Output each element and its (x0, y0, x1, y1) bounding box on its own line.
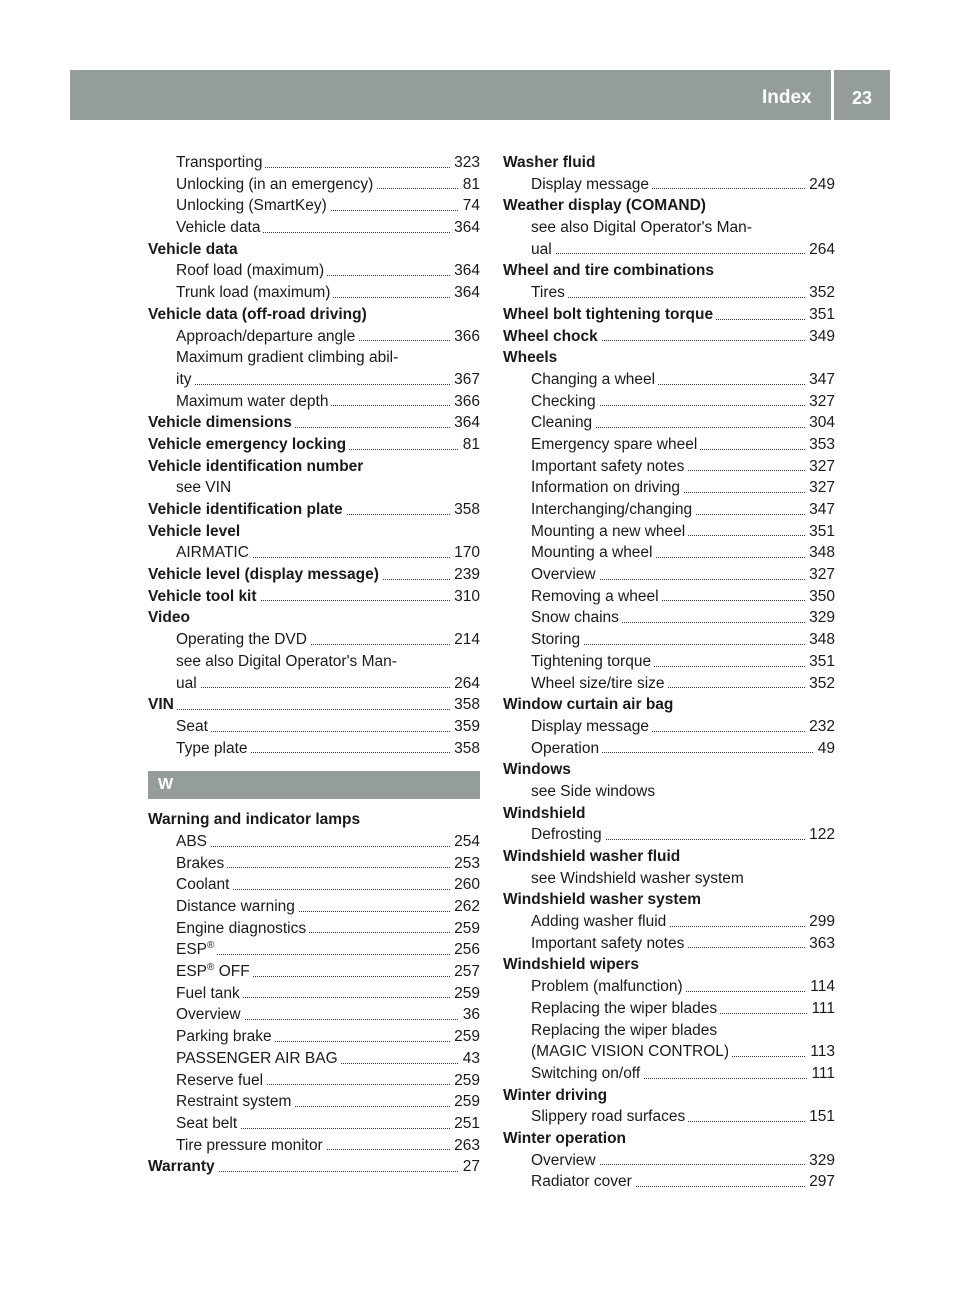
index-entry (503, 1128, 835, 1150)
page-reference[interactable]: 327 (805, 391, 835, 413)
entry-label: Information on driving (531, 479, 683, 496)
page-reference[interactable]: 299 (805, 911, 835, 933)
entry-label-text: ESP (176, 941, 208, 959)
page-reference[interactable]: 74 (459, 195, 480, 217)
index-subentry[interactable] (148, 918, 480, 940)
entry-label: Unlocking (in an emergency) (176, 176, 376, 193)
page-reference[interactable]: 329 (805, 1150, 835, 1172)
index-subentry[interactable] (503, 607, 835, 629)
page-reference[interactable]: 366 (450, 391, 480, 413)
entry-label: Windshield washer system (503, 891, 704, 908)
page-reference[interactable]: 367 (450, 369, 480, 391)
entry-label: Slippery road surfaces (531, 1108, 688, 1125)
entry-label: Maximum gradient climbing abil- (176, 349, 401, 366)
entry-label: Winter operation (503, 1130, 629, 1147)
index-subentry[interactable] (148, 1113, 480, 1135)
index-entry (503, 803, 835, 825)
entry-label: Vehicle dimensions (148, 414, 295, 431)
index-subentry[interactable] (148, 217, 480, 239)
index-subentry[interactable] (503, 174, 835, 196)
entry-label: Vehicle identification plate (148, 501, 346, 518)
entry-label: Important safety notes (531, 458, 687, 475)
entry-label: Display message (531, 176, 652, 193)
index-entry[interactable] (148, 564, 480, 586)
page-reference[interactable]: 347 (805, 499, 835, 521)
entry-label: Emergency spare wheel (531, 436, 700, 453)
index-subentry[interactable] (148, 195, 480, 217)
entry-label: Tightening torque (531, 653, 654, 670)
index-entry (503, 954, 835, 976)
entry-label: ual (531, 241, 555, 258)
entry-label: see VIN (176, 479, 234, 496)
entry-label: Vehicle data (148, 241, 241, 258)
entry-label: see Side windows (531, 783, 658, 800)
index-entry (148, 607, 480, 629)
page-reference[interactable]: 259 (450, 1091, 480, 1113)
index-subentry[interactable] (148, 1004, 480, 1026)
index-subentry[interactable] (148, 673, 480, 695)
entry-label: ual (176, 675, 200, 692)
entry-label: Trunk load (maximum) (176, 284, 333, 301)
index-entry[interactable] (148, 499, 480, 521)
entry-label: PASSENGER AIR BAG (176, 1050, 341, 1067)
page-reference[interactable]: 49 (814, 738, 835, 760)
entry-label: Washer fluid (503, 154, 598, 171)
page-reference[interactable]: 122 (805, 824, 835, 846)
page-reference[interactable]: 259 (450, 983, 480, 1005)
page-reference[interactable]: 111 (807, 1063, 835, 1085)
page-reference[interactable]: 264 (450, 673, 480, 695)
index-subentry[interactable] (503, 1171, 835, 1193)
entry-label: Window curtain air bag (503, 696, 676, 713)
entry-label: Reserve fuel (176, 1072, 266, 1089)
page-reference[interactable]: 260 (450, 874, 480, 896)
registered-mark: ® (207, 961, 215, 973)
entry-label: Removing a wheel (531, 588, 662, 605)
entry-label: (MAGIC VISION CONTROL) (531, 1043, 732, 1060)
page-reference[interactable]: 327 (805, 456, 835, 478)
page-reference[interactable]: 349 (805, 326, 835, 348)
page-reference[interactable]: 351 (805, 651, 835, 673)
page-reference[interactable]: 262 (450, 896, 480, 918)
index-entry (503, 694, 835, 716)
entry-label: Replacing the wiper blades (531, 1022, 720, 1039)
entry-label: Replacing the wiper blades (531, 1000, 720, 1017)
entry-label: ABS (176, 833, 210, 850)
entry-label: Mounting a new wheel (531, 523, 688, 540)
entry-label: AIRMATIC (176, 544, 252, 561)
entry-label: Transporting (176, 154, 265, 171)
index-subentry[interactable] (503, 586, 835, 608)
index-subentry[interactable] (148, 939, 480, 961)
index-subentry[interactable] (503, 651, 835, 673)
entry-label: Wheel size/tire size (531, 675, 668, 692)
page-reference[interactable]: 111 (807, 998, 835, 1020)
page-reference[interactable]: 170 (450, 542, 480, 564)
page-reference[interactable]: 304 (805, 412, 835, 434)
page-reference[interactable]: 353 (805, 434, 835, 456)
entry-label: Windshield wipers (503, 956, 642, 973)
entry-label: see also Digital Operator's Man- (531, 219, 755, 236)
entry-label: Changing a wheel (531, 371, 658, 388)
index-subentry[interactable] (503, 738, 835, 760)
entry-label: Tire pressure monitor (176, 1137, 326, 1154)
entry-label: Switching on/off (531, 1065, 643, 1082)
entry-label: Overview (531, 1152, 599, 1169)
entry-label: Vehicle level (display message) (148, 566, 382, 583)
page-reference[interactable]: 257 (450, 961, 480, 983)
entry-label: Warning and indicator lamps (148, 811, 363, 828)
entry-label: Warranty (148, 1158, 218, 1175)
index-subentry[interactable] (148, 738, 480, 760)
page-reference[interactable]: 113 (806, 1041, 835, 1063)
entry-label: Approach/departure angle (176, 328, 358, 345)
entry-label: Vehicle data (176, 219, 263, 236)
entry-label: Problem (malfunction) (531, 978, 686, 995)
entry-label (176, 963, 253, 980)
page-reference[interactable]: 350 (805, 586, 835, 608)
page-reference[interactable]: 358 (450, 694, 480, 716)
entry-label: Windshield washer fluid (503, 848, 683, 865)
page-reference[interactable]: 254 (450, 831, 480, 853)
index-entry (503, 260, 835, 282)
index-subentry[interactable] (503, 542, 835, 564)
page-reference[interactable]: 352 (805, 282, 835, 304)
index-subentry[interactable] (503, 1150, 835, 1172)
page-reference[interactable]: 232 (805, 716, 835, 738)
entry-label: see Windshield washer system (531, 870, 747, 887)
index-subentry[interactable] (503, 1041, 835, 1063)
index-entry (148, 809, 480, 831)
index-entry[interactable] (148, 434, 480, 456)
index-entry (148, 304, 480, 326)
entry-label: Important safety notes (531, 935, 687, 952)
index-subentry[interactable] (503, 716, 835, 738)
index-subentry[interactable] (503, 976, 835, 998)
index-subentry[interactable] (503, 499, 835, 521)
page-reference[interactable]: 259 (450, 918, 480, 940)
page-reference[interactable]: 253 (450, 853, 480, 875)
page-reference[interactable]: 263 (450, 1135, 480, 1157)
index-entry (503, 152, 835, 174)
page-reference[interactable]: 363 (805, 933, 835, 955)
page-reference[interactable]: 364 (450, 260, 480, 282)
index-entry (148, 456, 480, 478)
entry-label: Wheels (503, 349, 560, 366)
page-reference[interactable]: 366 (450, 326, 480, 348)
page-reference[interactable]: 359 (450, 716, 480, 738)
entry-label: Maximum water depth (176, 393, 331, 410)
index-subentry[interactable] (148, 983, 480, 1005)
page-reference[interactable]: 323 (450, 152, 480, 174)
entry-label: Engine diagnostics (176, 920, 309, 937)
index-column-left (148, 152, 480, 1178)
index-subentry (503, 1020, 835, 1042)
index-entry[interactable] (148, 586, 480, 608)
index-entry (503, 195, 835, 217)
entry-label-suffix: OFF (214, 963, 250, 981)
index-subentry[interactable] (148, 896, 480, 918)
page-reference[interactable]: 114 (806, 976, 835, 998)
entry-label: Wheel chock (503, 328, 601, 345)
entry-label: Snow chains (531, 609, 622, 626)
index-subentry[interactable] (148, 874, 480, 896)
index-subentry (148, 651, 480, 673)
page-reference[interactable]: 81 (459, 174, 480, 196)
index-subentry[interactable] (148, 174, 480, 196)
index-entry (503, 759, 835, 781)
index-subentry (148, 347, 480, 369)
entry-label: see also Digital Operator's Man- (176, 653, 400, 670)
page-reference[interactable]: 297 (805, 1171, 835, 1193)
page-reference[interactable]: 358 (450, 738, 480, 760)
entry-label: Roof load (maximum) (176, 262, 327, 279)
index-entry (148, 239, 480, 261)
page-reference[interactable]: 364 (450, 217, 480, 239)
entry-label: Unlocking (SmartKey) (176, 197, 330, 214)
entry-label: Weather display (COMAND) (503, 197, 709, 214)
index-subentry[interactable] (148, 260, 480, 282)
entry-label: Coolant (176, 876, 232, 893)
entry-label: Overview (176, 1006, 244, 1023)
index-subentry[interactable] (503, 456, 835, 478)
entry-label: VIN (148, 696, 177, 713)
index-column-right (503, 152, 835, 1193)
registered-mark: ® (207, 940, 215, 952)
index-subentry[interactable] (503, 629, 835, 651)
index-entry (503, 347, 835, 369)
page-reference[interactable]: 27 (459, 1156, 480, 1178)
index-subentry[interactable] (503, 412, 835, 434)
index-subentry[interactable] (148, 391, 480, 413)
index-subentry[interactable] (503, 824, 835, 846)
entry-label: Operation (531, 740, 602, 757)
index-entry[interactable] (148, 1156, 480, 1178)
page-reference[interactable]: 310 (450, 586, 480, 608)
entry-label: Windshield (503, 805, 589, 822)
index-subentry (503, 217, 835, 239)
entry-label: Interchanging/changing (531, 501, 695, 518)
index-subentry[interactable] (148, 961, 480, 983)
index-subentry[interactable] (503, 933, 835, 955)
index-subentry[interactable] (503, 1106, 835, 1128)
index-subentry[interactable] (503, 998, 835, 1020)
entry-label: Vehicle level (148, 523, 243, 540)
page-number: 23 (851, 88, 873, 108)
index-subentry[interactable] (503, 673, 835, 695)
index-subentry[interactable] (503, 564, 835, 586)
index-subentry[interactable] (503, 434, 835, 456)
entry-label: Radiator cover (531, 1173, 635, 1190)
entry-label: Winter driving (503, 1087, 610, 1104)
entry-label: Mounting a wheel (531, 544, 656, 561)
page-reference[interactable]: 327 (805, 564, 835, 586)
index-subentry[interactable] (503, 521, 835, 543)
index-entry (503, 889, 835, 911)
entry-label-text: ESP (176, 963, 208, 981)
entry-label: ity (176, 371, 195, 388)
entry-label: Vehicle tool kit (148, 588, 260, 605)
index-subentry (503, 781, 835, 803)
entry-label: Wheel bolt tightening torque (503, 306, 716, 323)
page-reference[interactable]: 364 (450, 412, 480, 434)
page-reference[interactable]: 352 (805, 673, 835, 695)
index-entry[interactable] (148, 412, 480, 434)
index-subentry[interactable] (503, 911, 835, 933)
page-reference[interactable]: 249 (805, 174, 835, 196)
index-subentry[interactable] (148, 629, 480, 651)
entry-label: Video (148, 609, 193, 626)
index-subentry[interactable] (503, 239, 835, 261)
entry-label: Vehicle emergency locking (148, 436, 349, 453)
page-reference[interactable]: 256 (450, 939, 480, 961)
entry-label: Checking (531, 393, 599, 410)
page-reference[interactable]: 43 (459, 1048, 480, 1070)
entry-label: Vehicle data (off-road driving) (148, 306, 370, 323)
page-reference[interactable]: 214 (450, 629, 480, 651)
entry-label: Cleaning (531, 414, 595, 431)
index-subentry[interactable] (148, 542, 480, 564)
index-entry (503, 1085, 835, 1107)
index-subentry[interactable] (503, 391, 835, 413)
index-subentry[interactable] (148, 831, 480, 853)
index-subentry[interactable] (148, 326, 480, 348)
index-subentry[interactable] (503, 1063, 835, 1085)
index-subentry[interactable] (148, 1048, 480, 1070)
entry-label: Fuel tank (176, 985, 243, 1002)
index-entry[interactable] (503, 304, 835, 326)
entry-label: Seat (176, 718, 211, 735)
index-subentry (148, 477, 480, 499)
page-reference[interactable]: 351 (805, 304, 835, 326)
entry-label: Restraint system (176, 1093, 294, 1110)
index-entry (148, 521, 480, 543)
entry-label (176, 941, 217, 958)
index-subentry[interactable] (148, 152, 480, 174)
index-subentry[interactable] (148, 1135, 480, 1157)
entry-label: Overview (531, 566, 599, 583)
page-reference[interactable]: 351 (805, 521, 835, 543)
page-reference[interactable]: 347 (805, 369, 835, 391)
entry-label: Tires (531, 284, 568, 301)
index-subentry[interactable] (148, 369, 480, 391)
index-subentry[interactable] (503, 477, 835, 499)
entry-label: Operating the DVD (176, 631, 310, 648)
index-entry (503, 846, 835, 868)
page-reference[interactable]: 348 (805, 629, 835, 651)
entry-label: Seat belt (176, 1115, 240, 1132)
index-subentry[interactable] (148, 1070, 480, 1092)
page-reference[interactable]: 348 (805, 542, 835, 564)
index-subentry[interactable] (503, 282, 835, 304)
page-reference[interactable]: 364 (450, 282, 480, 304)
entry-label: Wheel and tire combinations (503, 262, 717, 279)
entry-label: Defrosting (531, 826, 605, 843)
page-section-title: Index (762, 87, 812, 108)
page-reference[interactable]: 358 (450, 499, 480, 521)
index-entry[interactable] (503, 326, 835, 348)
page-reference[interactable]: 259 (450, 1070, 480, 1092)
page-reference[interactable]: 259 (450, 1026, 480, 1048)
entry-label: Distance warning (176, 898, 298, 915)
index-subentry (503, 868, 835, 890)
page-reference[interactable]: 151 (805, 1106, 835, 1128)
entry-label: Vehicle identification number (148, 458, 366, 475)
index-subentry[interactable] (148, 282, 480, 304)
index-subentry[interactable] (148, 1026, 480, 1048)
entry-label: Type plate (176, 740, 251, 757)
entry-label: Windows (503, 761, 574, 778)
index-subentry[interactable] (503, 369, 835, 391)
index-subentry[interactable] (148, 716, 480, 738)
entry-label: Brakes (176, 855, 227, 872)
page-reference[interactable]: 239 (450, 564, 480, 586)
entry-label: Display message (531, 718, 652, 735)
page-reference[interactable]: 81 (459, 434, 480, 456)
page-reference[interactable]: 264 (805, 239, 835, 261)
page-reference[interactable]: 36 (459, 1004, 480, 1026)
entry-label: Adding washer fluid (531, 913, 669, 930)
page-reference[interactable]: 251 (450, 1113, 480, 1135)
index-subentry[interactable] (148, 1091, 480, 1113)
index-letter-heading: W (148, 771, 480, 799)
index-subentry[interactable] (148, 853, 480, 875)
page-reference[interactable]: 329 (805, 607, 835, 629)
entry-label: Parking brake (176, 1028, 275, 1045)
entry-label: Storing (531, 631, 583, 648)
page-reference[interactable]: 327 (805, 477, 835, 499)
index-entry[interactable] (148, 694, 480, 716)
